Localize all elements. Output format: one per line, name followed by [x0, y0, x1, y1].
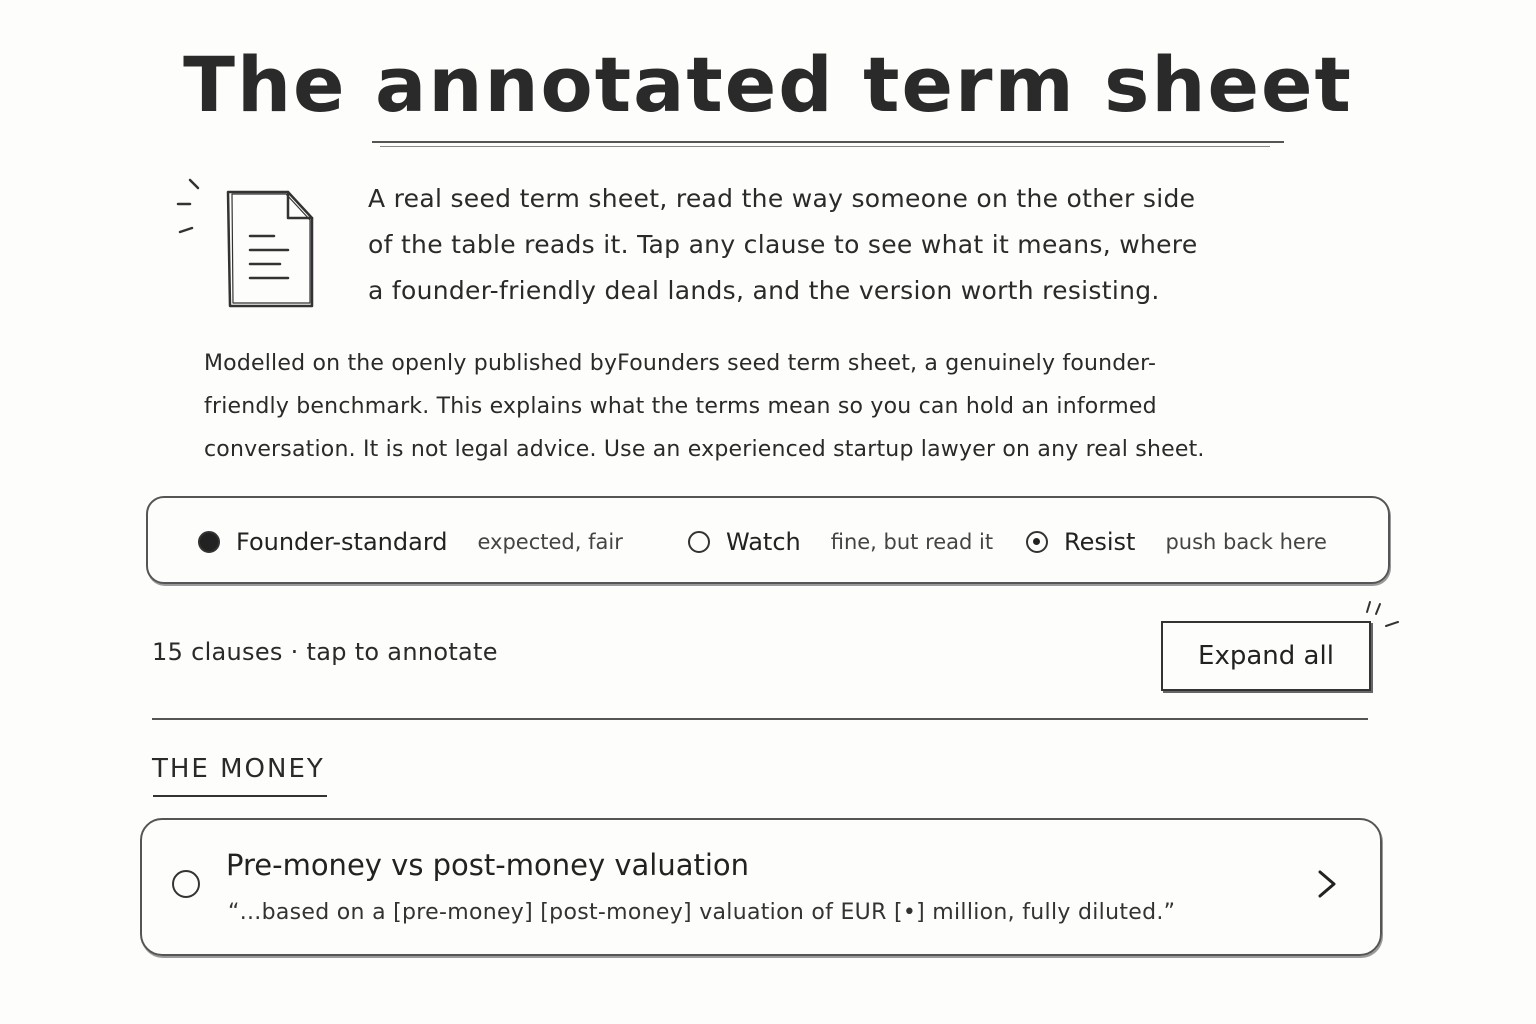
- legend-description: fine, but read it: [830, 530, 994, 554]
- legend-label: Founder-standard: [236, 528, 448, 556]
- empty-circle-icon: [172, 870, 200, 898]
- clause-card-valuation[interactable]: [140, 818, 1382, 956]
- legend-item-watch: [688, 498, 993, 586]
- legend-label: Resist: [1064, 528, 1136, 556]
- title-underline-secondary: [380, 146, 1270, 147]
- status-legend: [146, 496, 1390, 584]
- disclaimer-line: Modelled on the openly published byFounders seed term sheet, a genuinely founder-: [204, 351, 1157, 376]
- section-divider: [152, 718, 1368, 720]
- clause-count-label: 15 clauses · tap to annotate: [152, 638, 498, 666]
- section-heading-underline: [153, 795, 327, 797]
- intro-line: of the table reads it. Tap any clause to see what it means, where: [368, 230, 1198, 259]
- intro-line: a founder-friendly deal lands, and the version worth resisting.: [368, 276, 1160, 305]
- clause-quote: “...based on a [pre-money] [post-money] valuation of EUR [•] million, fully diluted.”: [228, 900, 1176, 925]
- legend-item-founder-standard: [198, 498, 623, 586]
- legend-description: expected, fair: [477, 530, 623, 554]
- page-title: The annotated term sheet: [183, 40, 1353, 129]
- filled-circle-icon: [198, 531, 220, 553]
- ring-circle-icon: [1026, 531, 1048, 553]
- intro-line: A real seed term sheet, read the way someone on the other side: [368, 184, 1196, 213]
- document-icon: [176, 172, 326, 312]
- section-heading-money: THE MONEY: [152, 754, 325, 784]
- sparkle-icon: [1364, 598, 1404, 634]
- legend-description: push back here: [1165, 530, 1327, 554]
- legend-item-resist: [1026, 498, 1327, 586]
- legend-label: Watch: [726, 528, 801, 556]
- empty-circle-icon: [688, 531, 710, 553]
- disclaimer-line: friendly benchmark. This explains what the terms mean so you can hold an informed: [204, 394, 1157, 419]
- clause-title: Pre-money vs post-money valuation: [226, 848, 750, 882]
- disclaimer-paragraph: [204, 342, 1314, 471]
- disclaimer-line: conversation. It is not legal advice. Use an experienced startup lawyer on any real sheet.: [204, 437, 1205, 462]
- intro-paragraph: [368, 176, 1268, 314]
- chevron-right-icon[interactable]: [1312, 866, 1342, 902]
- expand-all-button[interactable]: Expand all: [1161, 621, 1371, 691]
- title-underline: [372, 141, 1284, 143]
